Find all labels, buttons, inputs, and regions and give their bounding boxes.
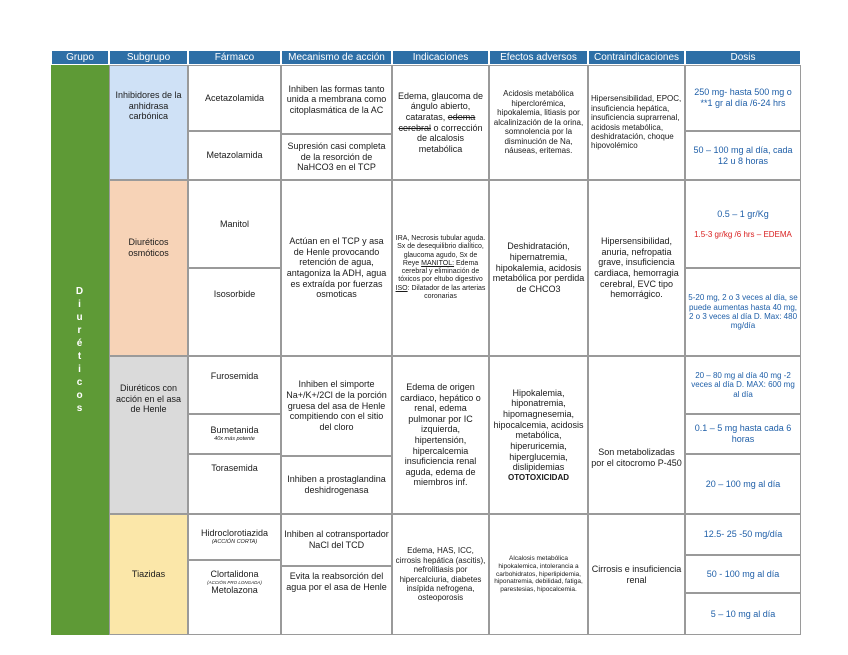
grupo-letter: i — [78, 299, 82, 310]
grupo-letter: i — [78, 364, 82, 375]
dosis-metolazona: 5 – 10 mg al día — [685, 593, 801, 635]
contra-tiazidas: Cirrosis e insuficiencia renal — [588, 514, 685, 635]
ind-label-manitol: MANITOL: — [421, 259, 455, 267]
grupo-diureticos — [51, 65, 109, 635]
efectos-anhidrasa: Acidosis metabólica hiperclorémica, hipokalemia, litiasis por alcalinización de la orina, somnolencia por la disminución de Na, náuseas, eritemas. — [489, 65, 588, 180]
farmaco-bumetanida-note: 40x más potente — [214, 436, 255, 443]
efectos-osmoticos: Deshidratación, hipernatremia, hipokalemia, acidosis metabólica por perdida de CHCO3 — [489, 180, 588, 356]
efectos-asa — [489, 356, 588, 514]
contra-anhidrasa: Hipersensibilidad, EPOC, insuficiencia hepática, insuficiencia suprarrenal, acidosis metabólica, deshidratación, choque hipovolémico — [588, 65, 685, 180]
farmaco-manitol: Manitol — [188, 180, 281, 268]
dosis-metazolamida: 50 – 100 mg al día, cada 12 u 8 horas — [685, 131, 801, 180]
farmaco-metolazona-name: Metolazona — [211, 584, 258, 595]
farmaco-bumetanida — [188, 414, 281, 454]
indicaciones-asa: Edema de origen cardiaco, hepático o renal, edema pulmonar por IC izquierda, hipertensión, hipercalcemia insuficiencia renal aguda, edema de miembros inf. — [392, 356, 489, 514]
header-farmaco: Fármaco — [188, 50, 281, 65]
subgrupo-anhidrasa: Inhibidores de la anhidrasa carbónica — [109, 65, 188, 180]
subgrupo-tiazidas: Tiazidas — [109, 514, 188, 635]
mecanismo-anhidrasa-1: Inhiben las formas tanto unida a membrana como citoplasmática de la AC — [281, 65, 392, 134]
ind-strike: edema cerebral — [398, 111, 476, 133]
mecanismo-tiazidas-2: Evita la reabsorción del agua por el asa de Henle — [281, 566, 392, 635]
farmaco-hidroclorotiazida-note: (ACCIÓN CORTA) — [211, 539, 258, 546]
dosis-manitol — [685, 180, 801, 268]
header-contraindicaciones: Contraindicaciones — [588, 50, 685, 65]
indicaciones-anhidrasa — [392, 65, 489, 180]
ind-part: Edema, glaucoma de ángulo abierto, cataratas, — [397, 90, 484, 122]
ind-label-iso: ISO — [395, 284, 408, 292]
header-dosis: Dosis — [685, 50, 801, 65]
indicaciones-osmoticos — [392, 180, 489, 356]
indicaciones-tiazidas: Edema, HAS, ICC, cirrosis hepática (ascitis), nefrolitiasis por hipercalciuria, diabetes insípida nefrogena, osteoporosis — [392, 514, 489, 635]
dosis-manitol-a: 0.5 – 1 gr/Kg — [717, 208, 769, 219]
subgrupo-osmoticos: Diuréticos osmóticos — [109, 180, 188, 356]
dosis-torasemida: 20 – 100 mg al día — [685, 454, 801, 514]
ind-part: : Dilatador de las arterias coronarias — [407, 284, 486, 300]
ind-part: o corrección de alcalosis metabólica — [416, 122, 483, 154]
grupo-letter: u — [76, 312, 84, 323]
mecanismo-osmoticos: Actúan en el TCP y asa de Henle provocando retención de agua, antagoniza la ADH, agua es extraída por fuerzas osmoticas — [281, 180, 392, 356]
dosis-furosemida: 20 – 80 mg al día 40 mg -2 veces al día D. MAX: 600 mg al día — [685, 356, 801, 414]
efectos-tiazidas: Alcalosis metabólica hipokalemica, intolerancia a carbohidratos, hiperlipidemia, hiponatremia, debilidad, fatiga, parestesias, hipocalcemia. — [489, 514, 588, 635]
grupo-letter: t — [77, 351, 83, 362]
indicaciones-text — [395, 91, 486, 155]
efectos-asa-text: Hipokalemia, hiponatremia, hipomagnesemia, hipocalcemia, acidosis metabólica, hiperuricemia, hiperglucemia, dislipidemias — [493, 387, 584, 473]
dosis-bumetanida: 0.1 – 5 mg hasta cada 6 horas — [685, 414, 801, 454]
farmaco-clortalidona-note: (ACCIÓN PRO LONGADA) — [207, 579, 262, 585]
mecanismo-asa-1: Inhiben el simporte Na+/K+/2Cl de la porción gruesa del asa de Henle compitiendo con el sitio del cloro — [281, 356, 392, 456]
farmaco-clortalidona-name: Clortalidona — [210, 569, 259, 579]
grupo-letter: c — [76, 377, 84, 388]
mecanismo-tiazidas-1: Inhiben al cotransportador NaCl del TCD — [281, 514, 392, 566]
dosis-hidroclorotiazida: 12.5- 25 -50 mg/día — [685, 514, 801, 555]
header-grupo: Grupo — [51, 50, 109, 65]
farmaco-hidroclorotiazida — [188, 514, 281, 560]
subgrupo-asa: Diuréticos con acción en el asa de Henle — [109, 356, 188, 514]
mecanismo-anhidrasa-2: Supresión casi completa de la resorción de NaHCO3 en el TCP — [281, 134, 392, 180]
header-efectos: Efectos adversos — [489, 50, 588, 65]
mecanismo-asa-2: Inhiben a prostaglandina deshidrogenasa — [281, 456, 392, 514]
dosis-manitol-b: 1.5-3 gr/kg /6 hrs – EDEMA — [694, 229, 792, 239]
header-subgrupo: Subgrupo — [109, 50, 188, 65]
ind-part: IRA, Necrosis tubular aguda. Sx de desequilibrio dialítico, glaucoma agudo, Sx de Reye — [395, 235, 486, 267]
indicaciones-text — [395, 235, 486, 301]
grupo-letter: é — [76, 338, 84, 349]
grupo-letter: s — [76, 403, 84, 414]
farmaco-acetazolamida: Acetazolamida — [188, 65, 281, 131]
grupo-letter: r — [77, 325, 83, 336]
farmaco-clortalidona-metolazona — [188, 560, 281, 635]
header-indicaciones: Indicaciones — [392, 50, 489, 65]
ind-part: Edema cerebral y eliminación de tóxicos por eltubo digestivo — [398, 259, 483, 284]
farmaco-furosemida: Furosemida — [188, 356, 281, 414]
grupo-letter: D — [75, 286, 85, 297]
dosis-acetazolamida: 250 mg- hasta 500 mg o **1 gr al día /6-24 hrs — [685, 65, 801, 131]
header-mecanismo: Mecanismo de acción — [281, 50, 392, 65]
farmaco-torasemida: Torasemida — [188, 454, 281, 514]
contra-osmoticos: Hipersensibilidad, anuria, nefropatia grave, insuficiencia cardiaca, hemorragia cerebral, EVC tipo hemorrágico. — [588, 180, 685, 356]
efectos-asa-ototoxicidad: OTOTOXICIDAD — [507, 472, 570, 482]
farmaco-bumetanida-name: Bumetanida — [210, 425, 259, 436]
grupo-letter: o — [76, 390, 84, 401]
dosis-isosorbide: 5-20 mg, 2 o 3 veces al día, se puede aumentas hasta 40 mg, 2 o 3 veces al día D. Max: 480 mg/día — [685, 268, 801, 356]
farmaco-hidroclorotiazida-name: Hidroclorotiazida — [200, 528, 269, 539]
contra-asa: Son metabolizadas por el citocromo P-450 — [588, 356, 685, 514]
farmaco-metazolamida: Metazolamida — [188, 131, 281, 180]
farmaco-isosorbide: Isosorbide — [188, 268, 281, 356]
dosis-clortalidona: 50 - 100 mg al día — [685, 555, 801, 593]
